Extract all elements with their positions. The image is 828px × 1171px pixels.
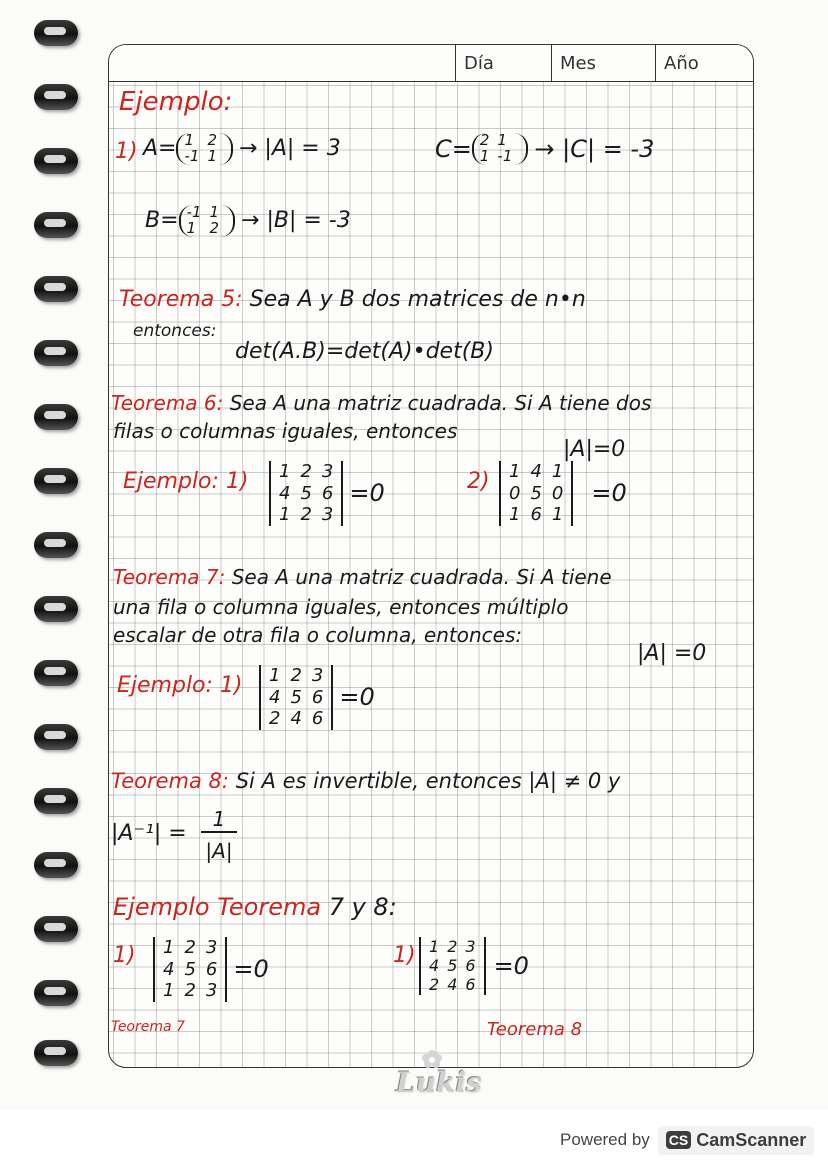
det-cell: 4 — [163, 958, 175, 980]
matrix-B-label: B= — [145, 208, 179, 234]
matrix-cell: -1 — [186, 203, 202, 221]
matrix-cell: 1 — [186, 218, 197, 237]
det-cell: 6 — [311, 708, 324, 730]
teorema7-line1 — [113, 565, 612, 589]
lukis-text: Lukis — [396, 1066, 482, 1099]
notebook-page — [108, 44, 754, 1068]
matrix-cell: 1 — [479, 146, 490, 165]
determinant — [259, 665, 333, 730]
matrix-cell: 1 — [497, 131, 507, 149]
ejemplo78-right-number: 1) — [393, 943, 416, 968]
det-cell: 1 — [279, 504, 291, 526]
teorema7-ejemplo-label — [117, 673, 243, 698]
matrix-cell: 2 — [479, 131, 490, 149]
det-cell: 5 — [530, 482, 542, 504]
matrix-cell: -1 — [184, 146, 200, 165]
ejemplo-number: 1) — [115, 139, 138, 164]
mes-cell: Mes — [551, 45, 655, 81]
det-equals: =0 — [493, 951, 529, 980]
det-cell: 4 — [279, 482, 291, 504]
ejemplo78-right-det — [419, 937, 529, 995]
camscanner-badge — [658, 1126, 815, 1155]
teorema5-title: Teorema 5: — [119, 287, 243, 312]
ejemplo78-title-red: Ejemplo Teorema — [113, 893, 322, 921]
teorema7-text1: Sea A una matriz cuadrada. Si A tiene — [231, 565, 612, 589]
det-cell: 6 — [530, 504, 542, 526]
fraction-numerator: 1 — [201, 807, 237, 833]
matrix-B-values — [179, 205, 236, 237]
teorema6-title: Teorema 6: — [111, 391, 224, 415]
ejemplo-title: Ejemplo: — [119, 87, 233, 117]
teorema6-text1: Sea A una matriz cuadrada. Si A tiene dos — [229, 391, 652, 415]
ejemplo78-left-det — [153, 937, 269, 1002]
matrix-cell: 2 — [207, 131, 217, 149]
camscanner-logo-icon: CS — [666, 1131, 691, 1149]
spiral-ring — [34, 84, 78, 110]
det-cell: 6 — [465, 956, 476, 976]
det-cell: 3 — [205, 980, 218, 1002]
powered-by-text: Powered by — [560, 1130, 650, 1149]
matrix-cell: 1 — [184, 131, 195, 149]
matrix-C-result: → |C| = -3 — [534, 134, 655, 163]
det-cell: 6 — [321, 482, 334, 504]
spiral-ring — [34, 596, 78, 622]
determinant — [269, 461, 343, 526]
det-cell: 5 — [290, 686, 302, 708]
camscanner-brand: CamScanner — [696, 1129, 807, 1150]
matrix-cell: 2 — [209, 218, 220, 237]
det-cell: 5 — [447, 956, 458, 976]
teorema8-inverse-lhs: |A⁻¹| = — [111, 821, 187, 846]
det-cell: 4 — [429, 956, 440, 976]
det-cell: 0 — [551, 482, 564, 504]
spiral-ring — [34, 532, 78, 558]
det-cell: 3 — [321, 504, 334, 526]
teorema8-title: Teorema 8: — [111, 769, 229, 793]
fraction-denominator: |A| — [205, 839, 233, 863]
camscanner-footer — [560, 1120, 814, 1160]
det-cell: 5 — [300, 482, 312, 504]
spiral-ring — [34, 340, 78, 366]
det-cell: 2 — [429, 975, 440, 995]
matrix-B — [145, 205, 351, 237]
matrix-C — [435, 133, 654, 165]
det-cell: 5 — [184, 958, 196, 980]
matrix-A-result: → |A| = 3 — [239, 136, 341, 162]
spiral-ring — [34, 20, 78, 46]
teorema7-text2: una fila o columna iguales, entonces múltiplo — [113, 595, 569, 619]
matrix-cell: -1 — [497, 146, 513, 165]
spiral-ring — [34, 788, 78, 814]
det-cell: 3 — [311, 665, 324, 686]
ejemplo78-left-caption: Teorema 7 — [111, 1019, 185, 1035]
ano-cell: Año — [655, 45, 753, 81]
teorema5-formula: det(A.B)=det(A)•det(B) — [235, 339, 494, 364]
spiral-binding — [0, 20, 80, 1090]
spiral-ring — [34, 468, 78, 494]
teorema5-entonces: entonces: — [133, 321, 217, 341]
teorema7-title: Teorema 7: — [113, 565, 226, 589]
ejemplo-label: Ejemplo: — [117, 673, 213, 698]
matrix-C-label: C= — [435, 134, 472, 163]
matrix-A — [143, 133, 341, 165]
det-cell: 2 — [300, 461, 312, 482]
det-cell: 4 — [290, 708, 302, 730]
ejemplo-number: 1) — [219, 673, 243, 698]
spiral-ring — [34, 724, 78, 750]
teorema6-det1 — [269, 461, 385, 526]
teorema6-det2 — [499, 461, 627, 526]
spiral-ring — [34, 404, 78, 430]
det-cell: 4 — [447, 975, 458, 995]
spiral-ring — [34, 148, 78, 174]
teorema5-line1 — [119, 287, 586, 312]
teorema7-det — [259, 665, 375, 730]
matrix-A-values — [176, 133, 233, 165]
dia-cell: Día — [455, 45, 551, 81]
teorema6-result: |A|=0 — [563, 437, 626, 462]
ejemplo78-title-black: 7 y 8: — [328, 893, 397, 921]
lukis-logo — [392, 1046, 482, 1102]
det-cell: 1 — [429, 937, 440, 956]
det-cell: 0 — [509, 482, 521, 504]
teorema6-text2: filas o columnas iguales, entonces — [113, 419, 458, 443]
matrix-cell: 1 — [207, 146, 217, 165]
det-cell: 1 — [269, 665, 281, 686]
det-cell: 2 — [447, 937, 458, 956]
det-cell: 2 — [269, 708, 281, 730]
det-cell: 2 — [184, 937, 196, 958]
det-cell: 3 — [321, 461, 334, 482]
det-equals: =0 — [233, 955, 269, 984]
determinant — [153, 937, 227, 1002]
ejemplo-number: 1) — [225, 469, 249, 494]
matrix-cell: 1 — [209, 203, 220, 221]
determinant — [419, 937, 486, 995]
ejemplo78-left-number: 1) — [113, 943, 136, 968]
det-cell: 2 — [290, 665, 302, 686]
ejemplo-label: Ejemplo: — [123, 469, 219, 494]
det-equals: =0 — [339, 683, 375, 712]
det-cell: 1 — [509, 461, 521, 482]
det-cell: 2 — [184, 980, 196, 1002]
det-cell: 1 — [279, 461, 291, 482]
det-equals: =0 — [349, 479, 385, 508]
det-equals: =0 — [591, 479, 627, 508]
spiral-ring — [34, 916, 78, 942]
spiral-ring — [34, 276, 78, 302]
matrix-C-values — [472, 133, 529, 165]
det-cell: 1 — [509, 504, 521, 526]
det-cell: 6 — [465, 975, 476, 995]
det-cell: 1 — [551, 504, 564, 526]
det-cell: 6 — [205, 958, 218, 980]
ejemplo78-right-caption: Teorema 8 — [487, 1019, 583, 1040]
teorema6-ejemplo-label — [123, 469, 249, 494]
det-cell: 3 — [465, 937, 476, 956]
spiral-ring — [34, 980, 78, 1006]
det-cell: 1 — [551, 461, 564, 482]
teorema8-line1 — [111, 769, 620, 793]
teorema6-line1 — [111, 391, 651, 415]
teorema5-text1: Sea A y B dos matrices de n•n — [249, 287, 586, 312]
spiral-ring — [34, 660, 78, 686]
det-cell: 3 — [205, 937, 218, 958]
teorema7-result: |A| =0 — [637, 641, 707, 666]
determinant — [499, 461, 573, 526]
det-cell: 6 — [311, 686, 324, 708]
det-cell: 4 — [269, 686, 281, 708]
det-cell: 2 — [300, 504, 312, 526]
teorema6-ej2-number: 2) — [467, 469, 490, 494]
teorema8-text1: Si A es invertible, entonces |A| ≠ 0 y — [235, 769, 621, 793]
spiral-ring — [34, 852, 78, 878]
det-cell: 4 — [530, 461, 542, 482]
det-cell: 1 — [163, 980, 175, 1002]
teorema7-text3: escalar de otra fila o columna, entonces: — [113, 623, 523, 647]
det-cell: 1 — [163, 937, 175, 958]
ejemplo78-title — [113, 893, 397, 921]
date-header — [109, 45, 753, 82]
matrix-A-label: A= — [143, 136, 177, 162]
spiral-ring — [34, 1040, 78, 1066]
spiral-ring — [34, 212, 78, 238]
matrix-B-result: → |B| = -3 — [241, 208, 351, 234]
